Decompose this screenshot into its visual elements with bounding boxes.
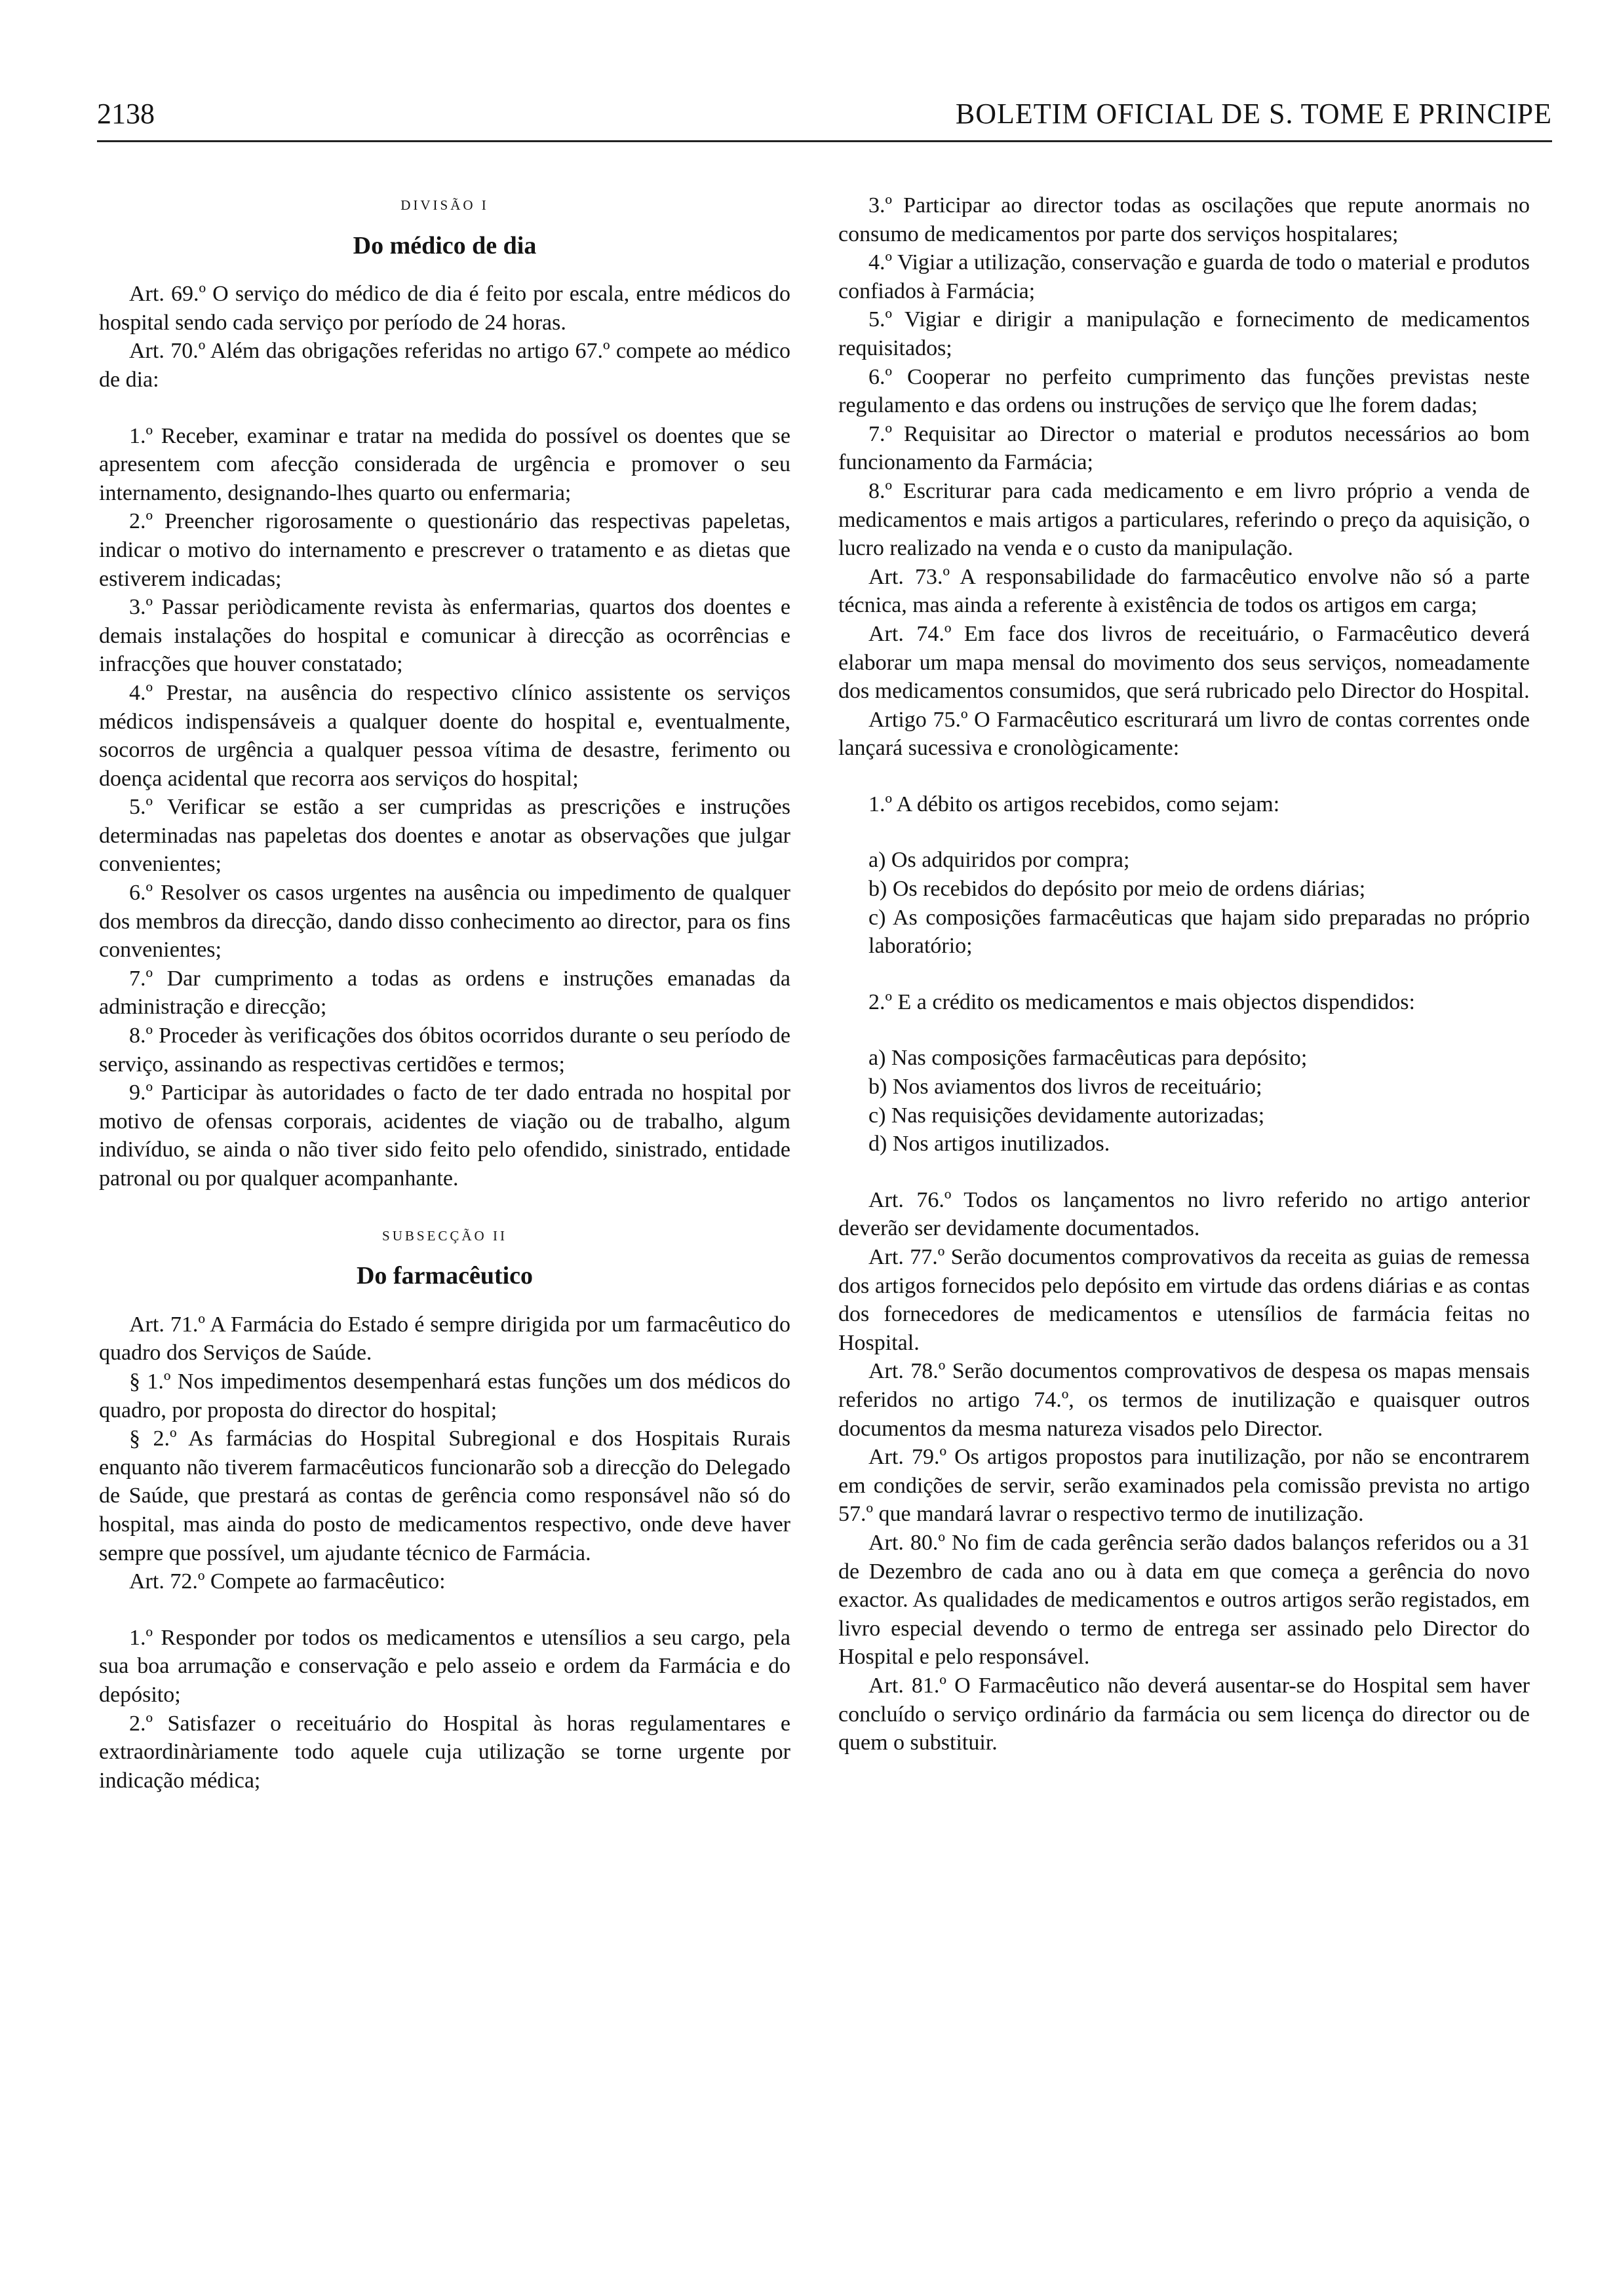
right-column xyxy=(838,191,1530,1757)
article-73: Art. 73.º A responsabilidade do farmacêutico envolve não só a parte técnica, mas ainda a referente à existência de todos os artigos em carga; xyxy=(838,564,1530,618)
list-item: 1.º Responder por todos os medicamentos e utensílios a seu cargo, pela sua boa arrumação e conservação e pelo asseio e ordem da Farmácia e do depósito; xyxy=(99,1625,790,1707)
article-69: Art. 69.º O serviço do médico de dia é feito por escala, entre médicos do hospital sendo cada serviço por período de 24 horas. xyxy=(99,282,790,335)
article-81: Art. 81.º O Farmacêutico não deverá ausentar-se do Hospital sem haver concluído o serviço ordinário da farmácia ou sem licença do director ou de quem o substituir. xyxy=(838,1673,1530,1755)
section-heading-medico: Do médico de dia xyxy=(353,231,537,259)
article-80: Art. 80.º No fim de cada gerência serão dados balanços referidos ou a 31 de Dezembro de cada ano ou à data em que começa a gerência do novo exactor. As qualidades de medicamentos e outros artigos serão registados, em livro especial devendo o termo de entrega ser assinado pelo Director do Hospital e pelo responsável. xyxy=(838,1530,1530,1670)
list-item: c) As composições farmacêuticas que hajam sido preparadas no próprio laboratório; xyxy=(868,905,1530,959)
article-71-paragraph-2: § 2.º As farmácias do Hospital Subregional e dos Hospitais Rurais enquanto não tiverem farmacêuticos funcionarão sob a direcção do Delegado de Saúde, que prestará as contas de gerência como responsável não só do hospital, mas ainda do posto de medicamentos respectivo, onde deve haver sempre que possível, um ajudante técnico de Farmácia. xyxy=(99,1426,790,1565)
division-label: DIVISÃO I xyxy=(400,197,489,213)
list-item: 8.º Escriturar para cada medicamento e em livro próprio a venda de medicamentos e mais artigos a particulares, referindo o preço da aquisição, o lucro realizado na venda e o custo da manipulação. xyxy=(838,478,1530,561)
list-item: 3.º Passar periòdicamente revista às enfermarias, quartos dos doentes e demais instalações do hospital e comunicar à direcção as ocorrências e infracções que houver constatado; xyxy=(99,595,790,677)
list-item: 1.º Receber, examinar e tratar na medida do possível os doentes que se apresentem com afecção considerada de urgência e promover o seu internamento, designando-lhes quarto ou enfermaria; xyxy=(99,423,790,505)
left-column xyxy=(99,191,790,1795)
list-item: 5.º Verificar se estão a ser cumpridas as prescrições e instruções determinadas nas papeletas dos doentes e anotar as observações que julgar convenientes; xyxy=(99,795,790,877)
article-74: Art. 74.º Em face dos livros de receituário, o Farmacêutico deverá elaborar um mapa mensal do movimento dos seus serviços, nomeadamente dos medicamentos consumidos, que será rubricado pelo Director do Hospital. xyxy=(838,621,1530,704)
debito-intro: 1.º A débito os artigos recebidos, como sejam: xyxy=(868,792,1280,816)
list-item: 2.º Satisfazer o receituário do Hospital às horas regulamentares e extraordinàriamente todo aquele cuja utilização se torne urgente por indicação médica; xyxy=(99,1711,790,1793)
list-item: 3.º Participar ao director todas as oscilações que repute anormais no consumo de medicamentos por parte dos serviços hospitalares; xyxy=(838,193,1530,246)
article-71: Art. 71.º A Farmácia do Estado é sempre dirigida por um farmacêutico do quadro dos Serviços de Saúde. xyxy=(99,1312,790,1366)
list-item: 9.º Participar às autoridades o facto de ter dado entrada no hospital por motivo de ofensas corporais, acidentes de viação ou de trabalho, algum indivíduo, se ainda o não tiver sido feito pelo ofendido, sinistrado, entidade patronal ou por qualquer acompanhante. xyxy=(99,1081,790,1191)
list-item: c) Nas requisições devidamente autorizadas; xyxy=(868,1103,1265,1128)
article-79: Art. 79.º Os artigos propostos para inutilização, por não se encontrarem em condições de servir, serão examinados pela comissão prevista no artigo 57.º que mandará lavrar o respectivo termo de inutilização. xyxy=(838,1445,1530,1527)
credito-intro: 2.º E a crédito os medicamentos e mais objectos dispendidos: xyxy=(868,989,1415,1014)
running-title: BOLETIM OFICIAL DE S. TOME E PRINCIPE xyxy=(955,98,1552,130)
list-item: 6.º Resolver os casos urgentes na ausência ou impedimento de qualquer dos membros da direcção, dando disso conhecimento ao director, para os fins convenientes; xyxy=(99,881,790,963)
list-item: b) Nos aviamentos dos livros de receituário; xyxy=(868,1075,1262,1100)
list-item: 8.º Proceder às verificações dos óbitos ocorridos durante o seu período de serviço, assinando as respectivas certidões e termos; xyxy=(99,1024,790,1077)
article-71-paragraph-1: § 1.º Nos impedimentos desempenhará estas funções um dos médicos do quadro, por proposta do director do hospital; xyxy=(99,1369,790,1423)
subsection-label: SUBSECÇÃO II xyxy=(382,1227,507,1244)
list-item: 5.º Vigiar e dirigir a manipulação e fornecimento de medicamentos requisitados; xyxy=(838,307,1530,360)
list-item: b) Os recebidos do depósito por meio de ordens diárias; xyxy=(868,877,1366,902)
page-header xyxy=(97,97,1552,142)
list-item: 4.º Prestar, na ausência do respectivo clínico assistente os serviços médicos indispensáveis a qualquer doente do hospital e, eventualmente, socorros de urgência a qualquer pessoa vítima de desastre, ferimento ou doença acidental que recorra aos serviços do hospital; xyxy=(99,680,790,791)
list-item: 4.º Vigiar a utilização, conservação e guarda de todo o material e produtos confiados à Farmácia; xyxy=(838,250,1530,303)
article-78: Art. 78.º Serão documentos comprovativos de despesa os mapas mensais referidos no artigo 74.º, os termos de inutilização e quaisquer outros documentos da mesma natureza visados pelo Director. xyxy=(838,1359,1530,1441)
article-72: Art. 72.º Compete ao farmacêutico: xyxy=(129,1569,446,1594)
list-item: 7.º Dar cumprimento a todas as ordens e instruções emanadas da administração e direcção; xyxy=(99,966,790,1020)
article-76: Art. 76.º Todos os lançamentos no livro referido no artigo anterior deverão ser devidamente documentados. xyxy=(838,1187,1530,1241)
list-item: a) Os adquiridos por compra; xyxy=(868,848,1130,873)
list-item: a) Nas composições farmacêuticas para depósito; xyxy=(868,1046,1308,1071)
list-item: 2.º Preencher rigorosamente o questionário das respectivas papeletas, indicar o motivo do internamento e prescrever o tratamento e as dietas que estiverem indicadas; xyxy=(99,509,790,591)
page-number: 2138 xyxy=(97,98,155,130)
article-77: Art. 77.º Serão documentos comprovativos da receita as guias de remessa dos artigos fornecidos pelo depósito em virtude das ordens diárias e as contas dos fornecedores de medicamentos e utensílios de farmácia feitas no Hospital. xyxy=(838,1245,1530,1355)
list-item: 7.º Requisitar ao Director o material e produtos necessários ao bom funcionamento da Farmácia; xyxy=(838,421,1530,475)
list-item: d) Nos artigos inutilizados. xyxy=(868,1132,1110,1157)
list-item: 6.º Cooperar no perfeito cumprimento das funções previstas neste regulamento e das ordens ou instruções de serviço que lhe forem dadas; xyxy=(838,364,1530,418)
article-70: Art. 70.º Além das obrigações referidas no artigo 67.º compete ao médico de dia: xyxy=(99,339,790,392)
section-heading-farmaceutico: Do farmacêutico xyxy=(356,1262,534,1290)
article-75: Artigo 75.º O Farmacêutico escriturará um livro de contas correntes onde lançará sucessiva e cronològicamente: xyxy=(838,707,1530,761)
